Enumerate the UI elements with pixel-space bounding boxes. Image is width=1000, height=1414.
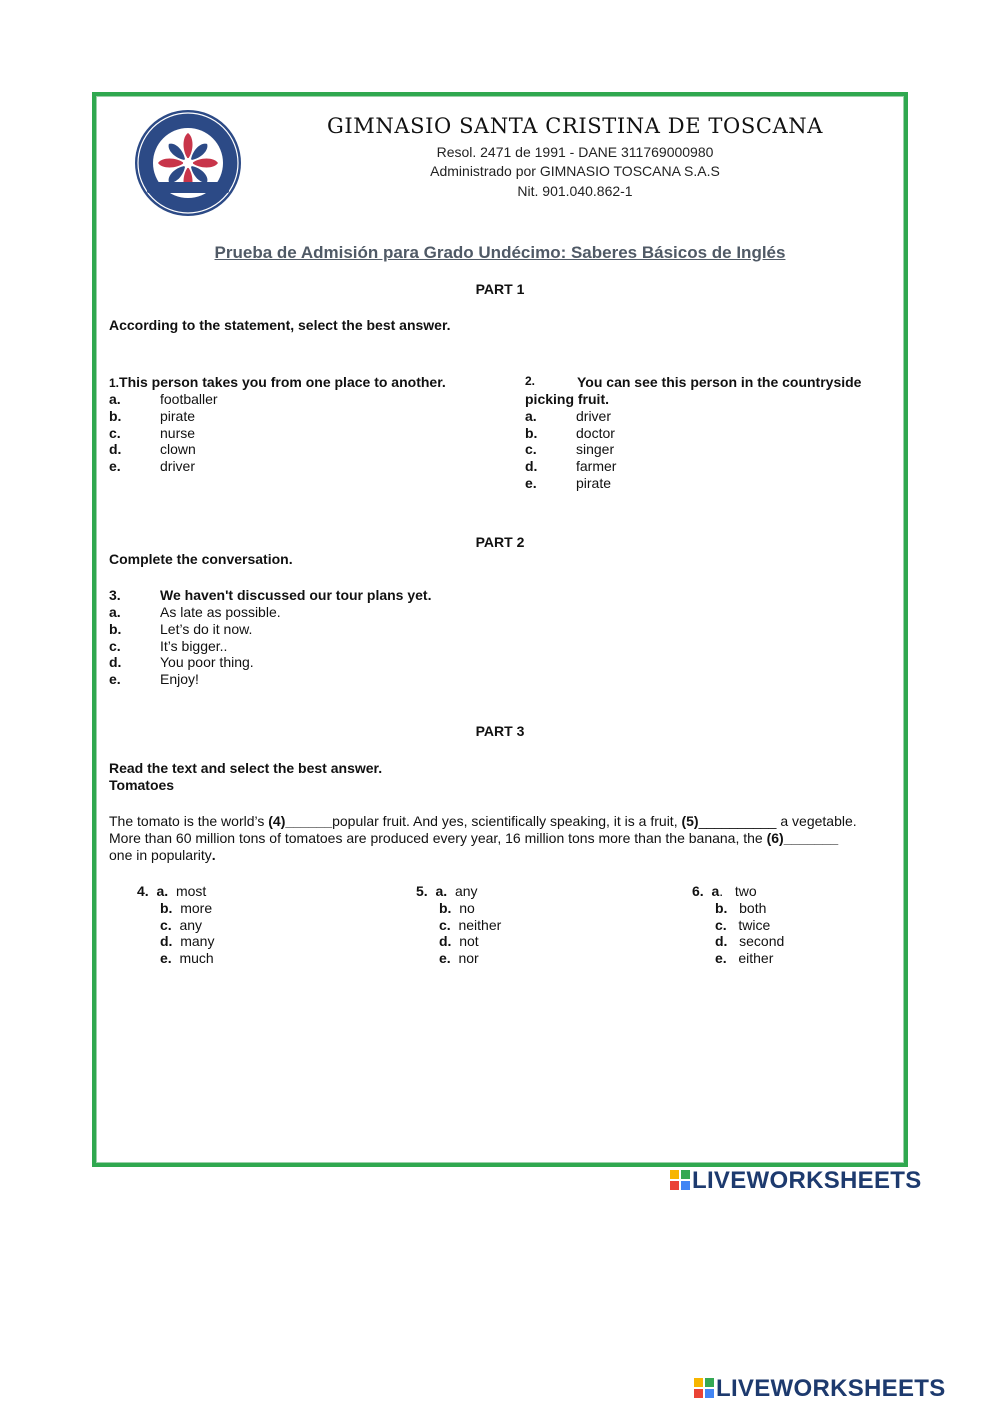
question-2-number: 2. bbox=[525, 374, 536, 388]
part2-heading: PART 2 bbox=[475, 534, 525, 550]
liveworksheets-grid-icon bbox=[670, 1170, 690, 1190]
school-logo bbox=[133, 108, 243, 218]
exam-title: Prueba de Admisión para Grado Undécimo: Saberes Básicos de Inglés bbox=[214, 243, 786, 262]
q5-option-d[interactable]: d. not bbox=[439, 933, 479, 949]
part3-heading: PART 3 bbox=[475, 723, 525, 739]
q5-option-e[interactable]: e. nor bbox=[439, 950, 479, 966]
q6-option-c[interactable]: c. twice bbox=[715, 917, 771, 933]
school-nit: Nit. 901.040.862-1 bbox=[517, 183, 633, 199]
blank-5[interactable]: __________ bbox=[698, 813, 777, 829]
q5-option-b[interactable]: b. no bbox=[439, 900, 475, 916]
passage-line-3: one in popularity. bbox=[109, 847, 216, 863]
q4-option-b[interactable]: b. more bbox=[160, 900, 213, 916]
q4-option-e[interactable]: e. much bbox=[160, 950, 214, 966]
school-resolution: Resol. 2471 de 1991 - DANE 311769000980 bbox=[436, 144, 714, 160]
question-2-text-line1: You can see this person in the countryside bbox=[577, 374, 862, 390]
liveworksheets-text: LIVEWORKSHEETS bbox=[716, 1375, 946, 1402]
q4-option-c[interactable]: c. any bbox=[160, 917, 203, 933]
question-3-text: We haven't discussed our tour plans yet. bbox=[160, 587, 432, 603]
passage-line-1: The tomato is the world’s (4)______popular fruit. And yes, scientifically speaking, it is a fruit, (5)__________ a vegetable. bbox=[109, 813, 857, 829]
q6-option-d[interactable]: d. second bbox=[715, 933, 785, 949]
q6-option-a[interactable]: 6. a. two bbox=[692, 883, 757, 899]
question-1 bbox=[109, 374, 446, 390]
part1-instruction: According to the statement, select the best answer. bbox=[109, 317, 451, 333]
liveworksheets-logo-1 bbox=[670, 1167, 922, 1195]
part1-heading: PART 1 bbox=[475, 281, 525, 297]
blank-5-label: (5) bbox=[681, 813, 699, 829]
blank-4[interactable]: (4)______ bbox=[268, 813, 333, 829]
q6-option-b[interactable]: b. both bbox=[715, 900, 767, 916]
part2-instruction: Complete the conversation. bbox=[109, 551, 293, 567]
passage-title: Tomatoes bbox=[109, 777, 175, 793]
question-3-number: 3. bbox=[109, 587, 121, 603]
liveworksheets-logo-2 bbox=[694, 1375, 946, 1403]
q5-option-c[interactable]: c. neither bbox=[439, 917, 502, 933]
liveworksheets-grid-icon bbox=[694, 1378, 714, 1398]
school-administrator: Administrado por GIMNASIO TOSCANA S.A.S bbox=[430, 163, 720, 179]
q4-option-d[interactable]: d. many bbox=[160, 933, 215, 949]
worksheet-page: GIMNASIO SANTA CRISTINA DE TOSCANA Resol. 2471 de 1991 - DANE 311769000980 Administrado por GIMNASIO TOSCANA S.A.S Nit. 901.040.862-1 Prueba de Admisión para Grado Undécimo: Saberes Básicos de Inglés PART 1 According to the statement, select the best answer. 1.This person takes you from one place to another. a. footballer b. pirate c. nurse d. clown e. driver 2. You can see this person in the countryside picking fruit. a. driver b. doctor c. singer d. farmer e. pirate PART 2 Complete the conversation. 3. We haven't discussed our tour plans yet. a. As late as possible. b. Let’s do it now. c. It’s bigger.. d. You poor thing. e. Enjoy! PART 3 Read the text and select the best answer. Tomatoes The tomato is the world’s (4)______popular fruit. And yes, scientifically speaking, it is a fruit, (5)__________ a vegetable. More than 60 million tons of tomatoes are produced every year, 16 million tons more than the banana, the (6)_______ one in popularity. 4. a. most b. more c. any d. many e. much 5. a. any b. no c. neither d. not e. nor 6. a. two b. both c. twice d. second e. either LIVEWORKSHEETS LIVEWORKSHEETS bbox=[0, 0, 1000, 1414]
liveworksheets-text: LIVEWORKSHEETS bbox=[692, 1167, 922, 1194]
question-number: 1. bbox=[109, 376, 120, 390]
q5-option-a[interactable]: 5. a. any bbox=[416, 883, 478, 899]
passage-line-2: More than 60 million tons of tomatoes are produced every year, 16 million tons more than the banana, the (6)_______ bbox=[109, 830, 839, 846]
school-name: GIMNASIO SANTA CRISTINA DE TOSCANA bbox=[326, 114, 824, 138]
blank-6[interactable]: (6)_______ bbox=[766, 830, 839, 846]
part3-instruction: Read the text and select the best answer. bbox=[109, 760, 383, 776]
q4-option-a[interactable]: 4. a. most bbox=[137, 883, 207, 899]
question-2-text-line2: picking fruit. bbox=[525, 391, 609, 407]
question-text: This person takes you from one place to another. bbox=[119, 374, 446, 390]
q6-option-e[interactable]: e. either bbox=[715, 950, 774, 966]
